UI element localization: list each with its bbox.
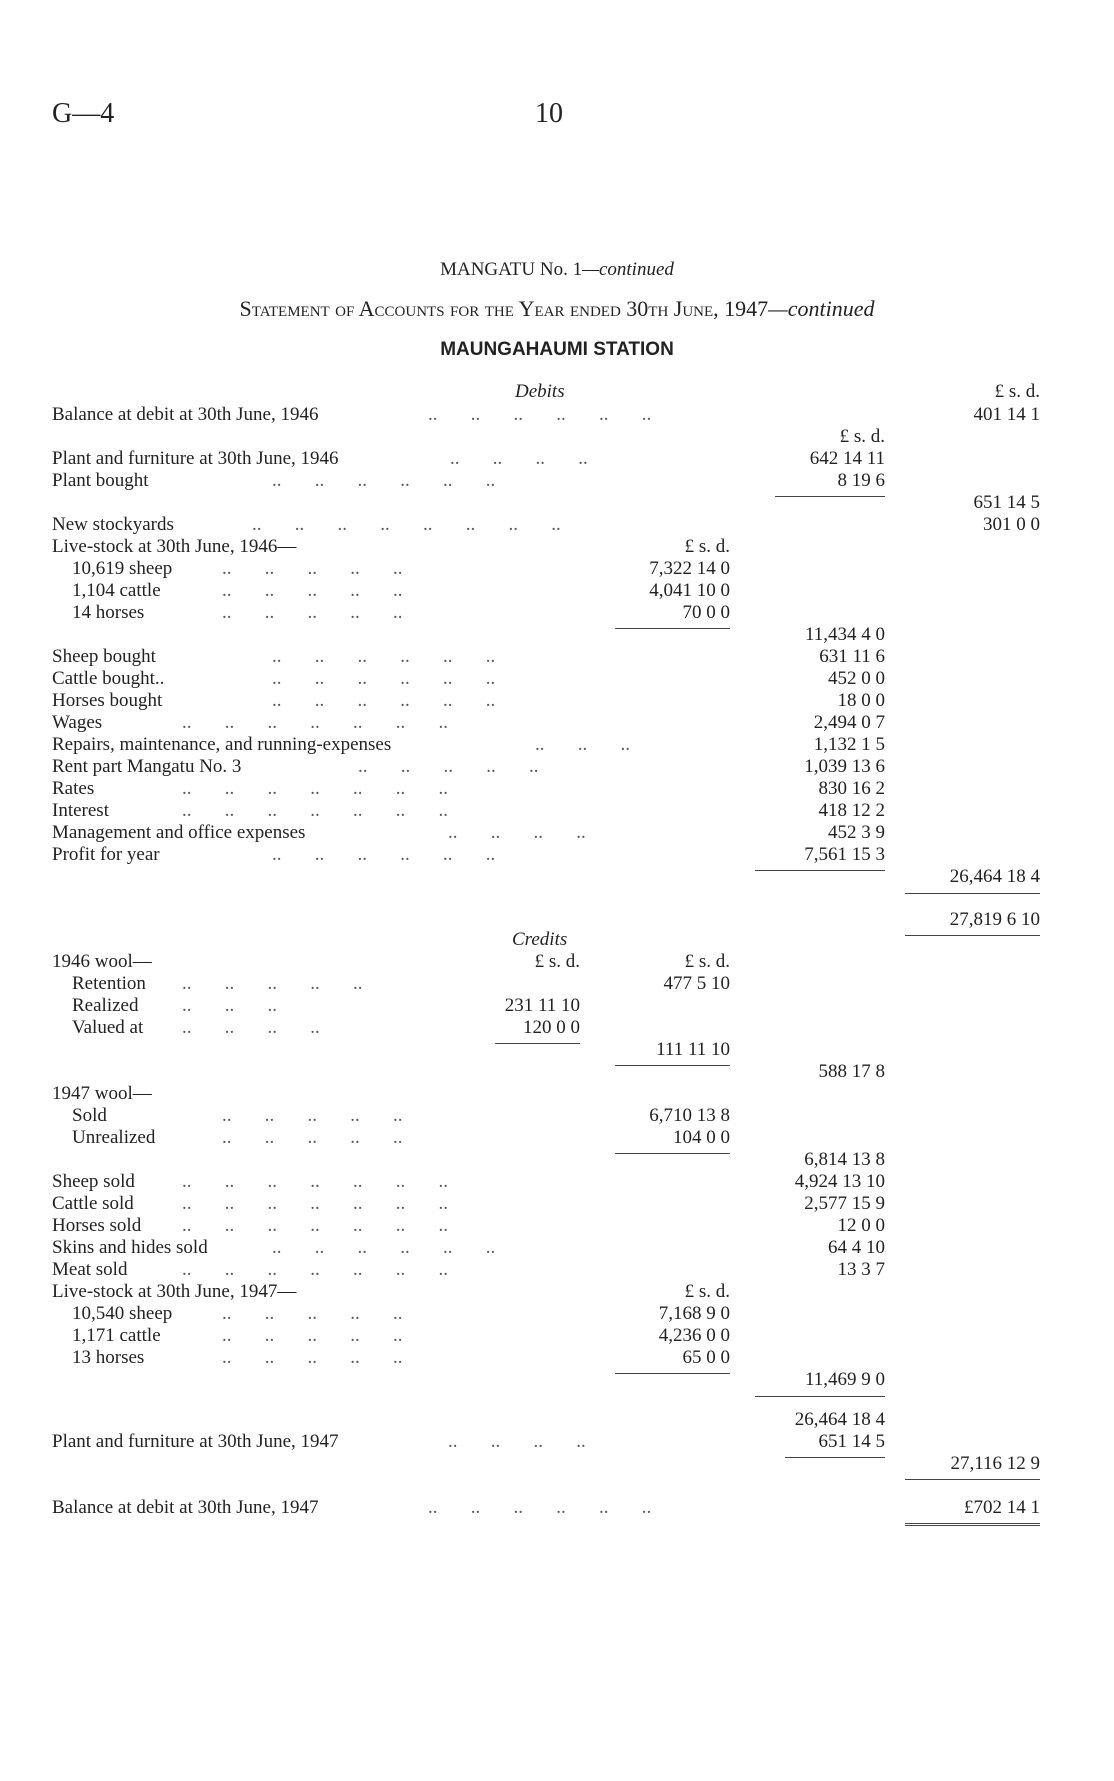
debit-label: Rent part Mangatu No. 3 [52,756,242,777]
leader-dots: .. .. .. .. .. .. [272,844,496,865]
amount: 418 12 2 [818,800,885,821]
leader-dots: .. .. .. .. .. [222,558,403,579]
debit-label: Live-stock at 30th June, 1946— [52,536,297,557]
leader-dots: .. .. .. [535,734,630,755]
amount: 2,494 0 7 [813,712,885,733]
amount: 631 11 6 [819,646,885,667]
currency-header: £ s. d. [839,426,885,447]
debit-label: Balance at debit at 30th June, 1946 [52,404,319,425]
subtotal-rule [615,1153,730,1154]
credit-label: Live-stock at 30th June, 1947— [52,1281,297,1302]
leader-dots: .. .. .. .. .. .. .. [182,778,448,799]
leader-dots: .. .. .. .. .. [222,580,403,601]
credit-label: Horses sold [52,1215,142,1236]
amount: 477 5 10 [663,973,730,994]
debit-label: Interest [52,800,109,821]
leader-dots: .. .. .. .. .. .. [272,1237,496,1258]
credit-label: 10,540 sheep [72,1303,173,1324]
amount: 452 0 0 [828,668,885,689]
amount: 11,434 4 0 [804,624,885,645]
total-rule [905,893,1040,894]
credit-label: Skins and hides sold [52,1237,208,1258]
leader-dots: .. .. .. .. .. [182,973,363,994]
amount: 651 14 5 [818,1431,885,1452]
amount: 2,577 15 9 [804,1193,885,1214]
amount: 830 16 2 [818,778,885,799]
subtotal-rule [755,1396,885,1397]
debit-label: Horses bought [52,690,163,711]
credit-label: Meat sold [52,1259,128,1280]
leader-dots: .. .. .. .. [448,1431,586,1452]
balance-amount: £702 14 1 [964,1497,1040,1518]
amount: 642 14 11 [809,448,885,469]
credit-label: Balance at debit at 30th June, 1947 [52,1497,319,1518]
subtotal-rule [615,1065,730,1066]
subtotal-rule [775,496,885,497]
leader-dots: .. .. .. .. .. .. .. .. [252,514,561,535]
amount: 6,710 13 8 [649,1105,730,1126]
credit-label: Plant and furniture at 30th June, 1947 [52,1431,339,1452]
total-rule [905,935,1040,936]
subtotal-rule [755,870,885,871]
credit-label: 1,171 cattle [72,1325,161,1346]
credit-label: Unrealized [72,1127,156,1148]
credit-label: Valued at [72,1017,144,1038]
document-title: MANGATU No. 1—continued [440,259,674,280]
debit-label: Cattle bought.. [52,668,165,689]
leader-dots: .. .. .. .. .. .. .. [182,712,448,733]
debit-label: 14 horses [72,602,145,623]
amount: 7,322 14 0 [649,558,730,579]
amount: 1,132 1 5 [813,734,885,755]
debit-label: Plant bought [52,470,149,491]
currency-header: £ s. d. [684,536,730,557]
leader-dots: .. .. .. .. .. [358,756,539,777]
amount: 65 0 0 [682,1347,730,1368]
debit-label: Repairs, maintenance, and running-expenses [52,734,392,755]
leader-dots: .. .. .. .. .. .. .. [182,1193,448,1214]
amount: 13 3 7 [837,1259,885,1280]
leader-dots: .. .. .. .. .. [222,1303,403,1324]
debit-label: New stockyards [52,514,174,535]
subtotal-rule [615,1373,730,1374]
leader-dots: .. .. .. .. [450,448,588,469]
amount: 26,464 18 4 [794,1409,885,1430]
amount: 27,116 12 9 [950,1453,1040,1474]
credit-label: Sold [72,1105,107,1126]
amount: 11,469 9 0 [804,1369,885,1390]
amount: 120 0 0 [523,1017,580,1038]
amount: 70 0 0 [682,602,730,623]
amount: 18 0 0 [837,690,885,711]
amount: 104 0 0 [673,1127,730,1148]
debit-total: 27,819 6 10 [949,909,1040,930]
debit-label: 1,104 cattle [72,580,161,601]
amount: 8 19 6 [837,470,885,491]
leader-dots: .. .. .. .. .. .. .. [182,1171,448,1192]
amount: 231 11 10 [504,995,580,1016]
page-number: 10 [535,98,563,129]
amount: 64 4 10 [828,1237,885,1258]
credit-label: Cattle sold [52,1193,134,1214]
credit-label: 1947 wool— [52,1083,152,1104]
leader-dots: .. .. .. .. .. [222,602,403,623]
statement-title: Statement of Accounts for the Year ended 30th June, 1947—continued [239,296,875,321]
leader-dots: .. .. .. .. .. [222,1325,403,1346]
leader-dots: .. .. .. [182,995,277,1016]
amount: 1,039 13 6 [804,756,885,777]
currency-header: £ s. d. [684,1281,730,1302]
debit-label: 10,619 sheep [72,558,173,579]
debit-label: Profit for year [52,844,160,865]
subtotal-rule [615,628,730,629]
leader-dots: .. .. .. .. .. .. .. [182,1215,448,1236]
page-code: G—4 [52,98,115,129]
leader-dots: .. .. .. .. .. .. .. [182,1259,448,1280]
leader-dots: .. .. .. .. .. .. [272,668,496,689]
amount: 4,236 0 0 [658,1325,730,1346]
double-rule [905,1523,1040,1526]
amount: 588 17 8 [818,1061,885,1082]
leader-dots: .. .. .. .. [182,1017,320,1038]
credit-label: Realized [72,995,139,1016]
amount: 26,464 18 4 [949,866,1040,887]
leader-dots: .. .. .. .. .. .. [272,646,496,667]
leader-dots: .. .. .. .. .. .. .. [182,800,448,821]
currency-header: £ s. d. [994,381,1040,402]
amount: 4,041 10 0 [649,580,730,601]
amount: 111 11 10 [656,1039,730,1060]
credit-label: Retention [72,973,146,994]
amount: 401 14 1 [973,404,1040,425]
amount: 12 0 0 [837,1215,885,1236]
subtotal-rule [495,1043,580,1044]
leader-dots: .. .. .. .. .. .. [272,690,496,711]
credit-label: 13 horses [72,1347,145,1368]
debit-label: Sheep bought [52,646,156,667]
credit-label: Sheep sold [52,1171,135,1192]
amount: 6,814 13 8 [804,1149,885,1170]
credits-heading: Credits [512,929,568,950]
currency-header: £ s. d. [534,951,580,972]
amount: 7,561 15 3 [804,844,885,865]
leader-dots: .. .. .. .. .. .. [272,470,496,491]
debits-heading: Debits [515,381,565,402]
total-rule [905,1479,1040,1480]
leader-dots: .. .. .. .. .. [222,1105,403,1126]
leader-dots: .. .. .. .. .. .. [428,404,652,425]
amount: 651 14 5 [973,492,1040,513]
station-title: MAUNGAHAUMI STATION [440,339,674,360]
amount: 4,924 13 10 [794,1171,885,1192]
subtotal-rule [785,1457,885,1458]
amount: 301 0 0 [983,514,1040,535]
leader-dots: .. .. .. .. .. .. [428,1497,652,1518]
debit-label: Plant and furniture at 30th June, 1946 [52,448,339,469]
amount: 7,168 9 0 [658,1303,730,1324]
debit-label: Management and office expenses [52,822,306,843]
leader-dots: .. .. .. .. .. [222,1347,403,1368]
currency-header: £ s. d. [684,951,730,972]
debit-label: Rates [52,778,95,799]
leader-dots: .. .. .. .. .. [222,1127,403,1148]
leader-dots: .. .. .. .. [448,822,586,843]
debit-label: Wages [52,712,103,733]
amount: 452 3 9 [828,822,885,843]
credit-label: 1946 wool— [52,951,152,972]
